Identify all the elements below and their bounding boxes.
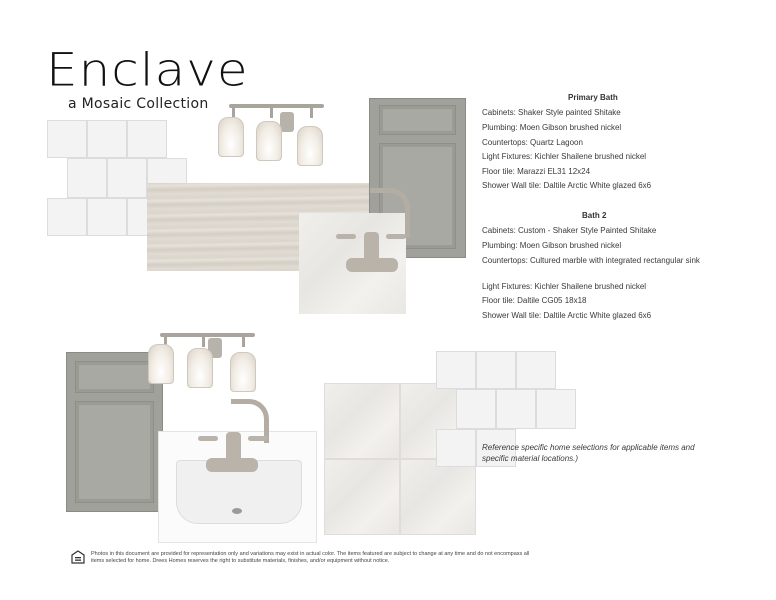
- disclaimer-text: Photos in this document are provided for representation only and variations may exist in actual color. The items featured are subject to change at any time and do not encompass all items selected for home. Drees Homes reserves the right to substitute materials, finishes, and/or equipment without notice.: [91, 551, 530, 564]
- bath-2-heading: Bath 2: [582, 211, 607, 220]
- primary-bath-spec-line: Cabinets: Shaker Style painted Shitake: [482, 108, 621, 117]
- primary-bath-spec-line: Plumbing: Moen Gibson brushed nickel: [482, 123, 622, 132]
- bath-2-spec-line: Countertops: Cultured marble with integrated rectangular sink: [482, 256, 700, 265]
- primary-bath-spec-line: Light Fixtures: Kichler Shailene brushed nickel: [482, 152, 647, 161]
- primary-bath-spec-line: Shower Wall tile: Daltile Arctic White glazed 6x6: [482, 181, 652, 190]
- bath-2-spec-line: Light Fixtures: Kichler Shailene brushed nickel: [482, 282, 647, 291]
- primary-bath-heading: Primary Bath: [568, 93, 618, 102]
- bath-2-spec-line: Floor tile: Daltile CG05 18x18: [482, 296, 587, 305]
- equal-housing-opportunity-icon: [71, 550, 85, 564]
- bath-2-spec-line: Cabinets: Custom - Shaker Style Painted Shitake: [482, 226, 657, 235]
- drain-image: [232, 508, 242, 514]
- bath-2-spec-line: Plumbing: Moen Gibson brushed nickel: [482, 241, 622, 250]
- primary-bath-spec-line: Countertops: Quartz Lagoon: [482, 138, 583, 147]
- bath-2-spec-line: Shower Wall tile: Daltile Arctic White glazed 6x6: [482, 311, 652, 320]
- reference-note: Reference specific home selections for applicable items and specific material locations.): [482, 443, 695, 463]
- collection-title: Enclave: [46, 44, 249, 97]
- collection-subtitle: a Mosaic Collection: [68, 96, 209, 112]
- primary-bath-spec-line: Floor tile: Marazzi EL31 12x24: [482, 167, 591, 176]
